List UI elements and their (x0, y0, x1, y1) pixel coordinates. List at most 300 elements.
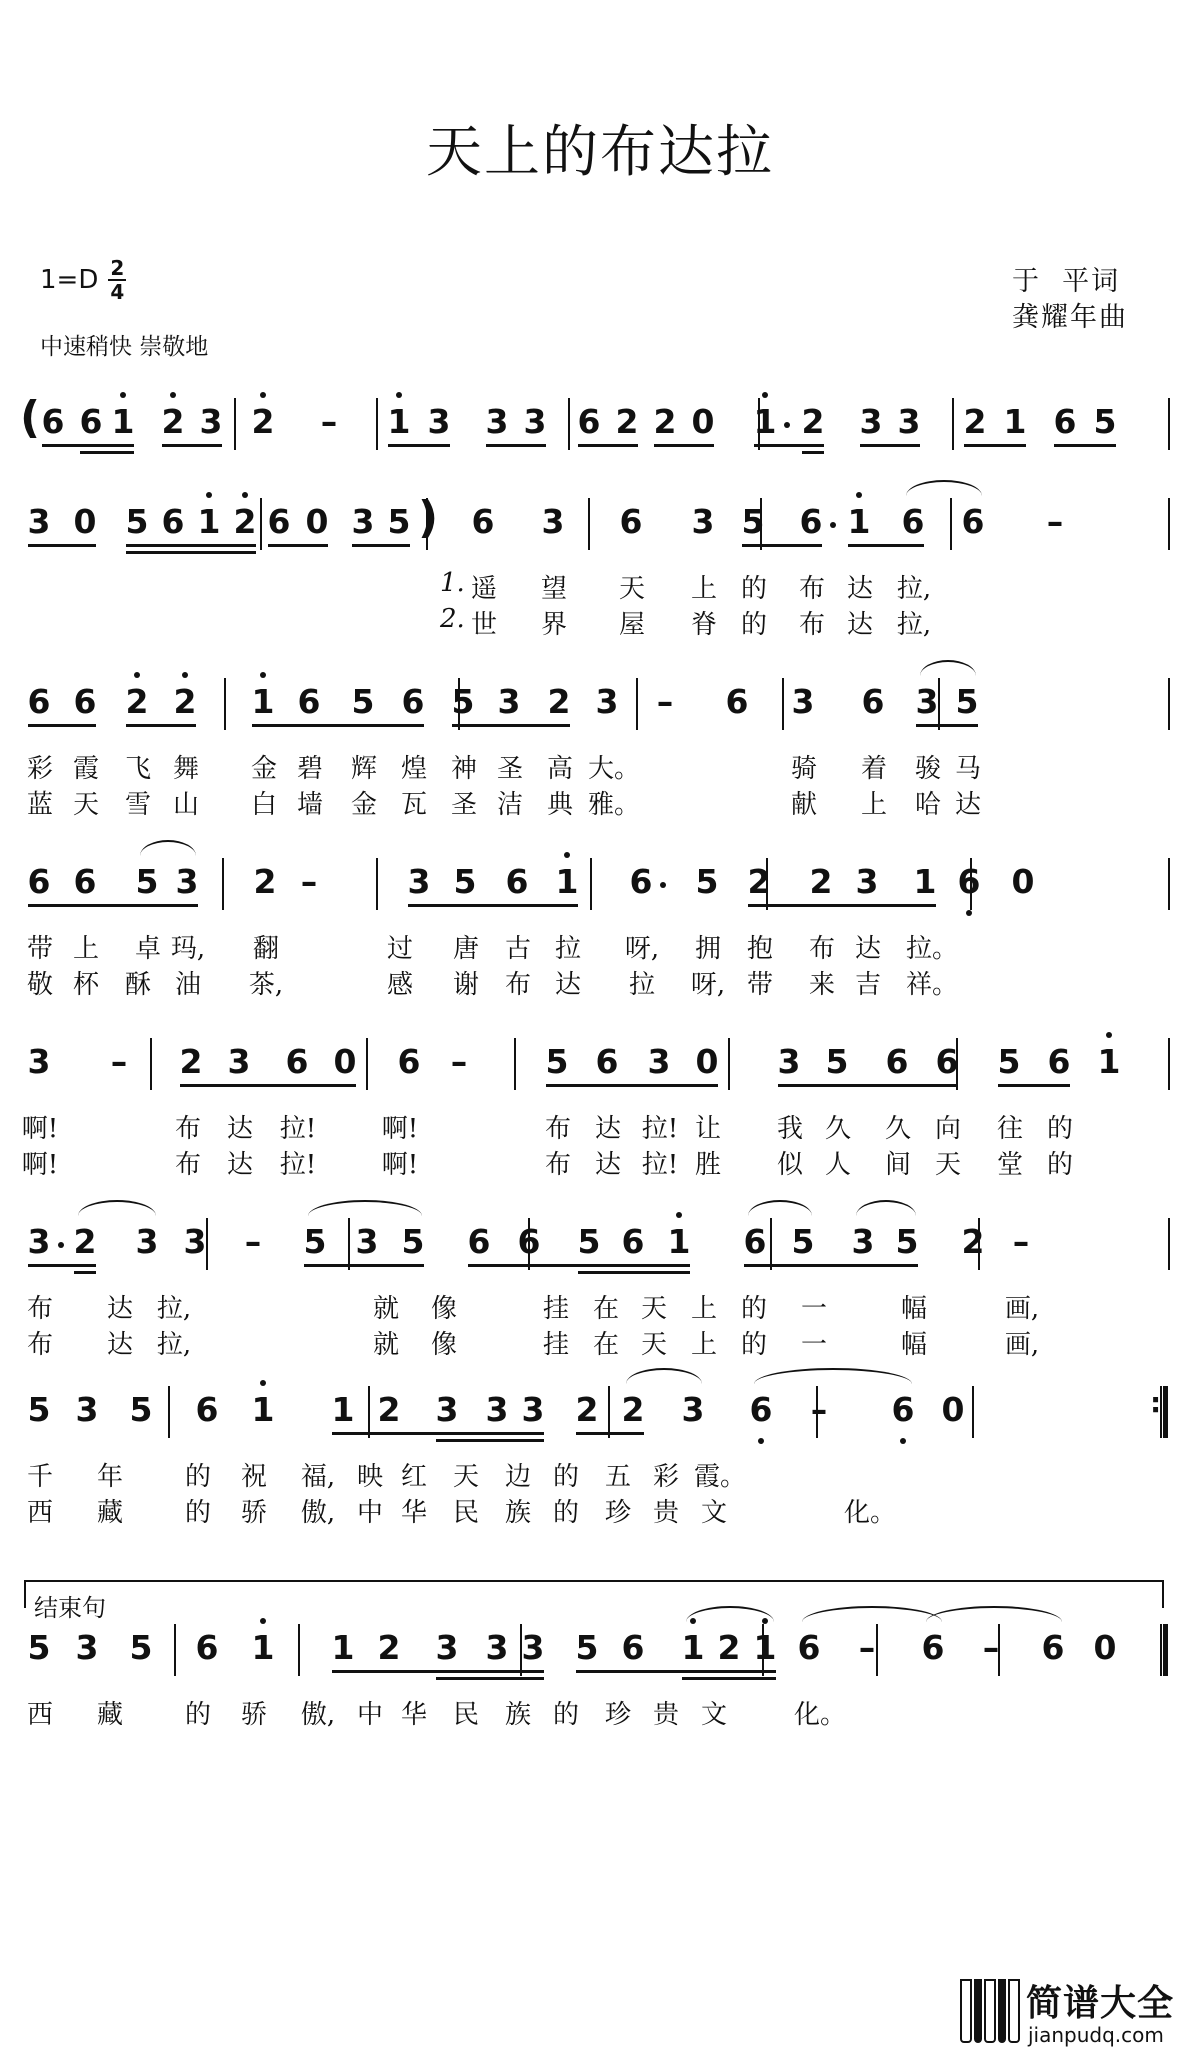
lyric-verse-2: 吉 (854, 970, 881, 1000)
note-digit: 2 (233, 502, 257, 541)
lyric-verse-2: 敬 (26, 970, 53, 1000)
beam-underline (848, 544, 924, 547)
beam-underline (28, 904, 198, 907)
lyric-verse-1: 在 (592, 1294, 619, 1324)
note-digit: 0 (1093, 1628, 1117, 1667)
note-digit: 2 (251, 402, 275, 441)
lyric-verse-2: 墙 (296, 790, 323, 820)
note-digit: 5 (387, 502, 411, 541)
slur-arc (748, 1200, 812, 1216)
beam-underline (74, 1271, 96, 1274)
augmentation-dot (784, 422, 790, 428)
lyric-verse-1: 布 (808, 934, 835, 964)
barline (1168, 858, 1170, 910)
note-digit: 5 (129, 1628, 153, 1667)
beam-underline (268, 544, 328, 547)
note (266, 502, 292, 542)
barline (770, 1218, 772, 1270)
score-row (0, 1628, 1200, 1768)
lyric-verse-1: 往 (996, 1114, 1023, 1144)
slur-arc (308, 1200, 422, 1216)
barline (758, 398, 760, 450)
lyric-verse-2: 典 (546, 790, 573, 820)
lyric-verse-1: 民 (452, 1700, 479, 1730)
lyric-verse-2: 胜 (694, 1150, 721, 1180)
note (748, 1390, 774, 1430)
note-digit: 2 (717, 1628, 741, 1667)
key-signature (40, 258, 126, 302)
note (896, 402, 922, 442)
lyric-verse-2: 脊 (690, 610, 717, 640)
note-digit: 6 (629, 862, 653, 901)
barline (520, 1624, 522, 1676)
score-row (0, 1042, 1200, 1192)
note-digit: 3 (691, 502, 715, 541)
note-digit: 6 (1047, 1042, 1071, 1081)
note-digit: 2 (615, 402, 639, 441)
note (680, 1390, 706, 1430)
lyric-verse-2: 上 (690, 1330, 717, 1360)
lyric-verse-1: 久 (884, 1114, 911, 1144)
note-digit: 6 (799, 502, 823, 541)
coda-bracket (24, 1580, 1164, 1594)
note (400, 682, 426, 722)
beam-underline (802, 451, 824, 454)
verse-number: 2. (440, 604, 465, 634)
lyric-verse-2: 族 (504, 1498, 531, 1528)
lyric-verse-1: 卓 (134, 934, 161, 964)
note-digit: 2 (801, 402, 825, 441)
site-logo (960, 1975, 1180, 2055)
note-digit: – (982, 1628, 1000, 1667)
note-digit: 3 (497, 682, 521, 721)
note-digit: 0 (691, 402, 715, 441)
lyric-verse-2: 上 (860, 790, 887, 820)
note (546, 682, 572, 722)
note (452, 862, 478, 902)
note (940, 1390, 966, 1430)
lyric-verse-2: 幅 (900, 1330, 927, 1360)
song-title: 天上的布达拉 (426, 120, 774, 185)
lyric-verse-1: 布 (26, 1294, 53, 1324)
lyric-verse-1: 拉, (896, 574, 932, 604)
note-digit: – (300, 862, 318, 901)
lyric-verse-2: 华 (400, 1498, 427, 1528)
lyric-verse-2: 挂 (542, 1330, 569, 1360)
note-digit: 2 (961, 1222, 985, 1261)
lyric-verse-2: 布 (504, 970, 531, 1000)
score-row (0, 392, 1200, 462)
note-digit: 6 (921, 1628, 945, 1667)
note-digit: 3 (851, 1222, 875, 1261)
lyric-verse-1: 珍 (604, 1700, 631, 1730)
note (860, 682, 886, 722)
barline (782, 678, 784, 730)
beam-underline (682, 1677, 776, 1680)
lyric-verse-1: 神 (450, 754, 477, 784)
beam-underline (80, 451, 134, 454)
slur-arc (802, 1606, 942, 1622)
barline (1168, 1038, 1170, 1090)
note-digit: 3 (595, 682, 619, 721)
note-digit: – (656, 682, 674, 721)
lyric-verse-1: 中 (356, 1700, 383, 1730)
note-digit: 6 (27, 682, 51, 721)
lyric-verse-1: 的 (184, 1462, 211, 1492)
lyric-verse-1: 彩 (652, 1462, 679, 1492)
note-digit: 6 (961, 502, 985, 541)
beam-underline (162, 444, 222, 447)
note (72, 862, 98, 902)
note (574, 1390, 600, 1430)
note-digit: 3 (427, 402, 451, 441)
beam-underline (748, 904, 936, 907)
lyric-verse-2: 西 (26, 1498, 53, 1528)
note (72, 1222, 98, 1262)
high-octave-dot (260, 392, 266, 398)
note-digit: 6 (467, 1222, 491, 1261)
lyric-verse-2: 珍 (604, 1498, 631, 1528)
note-digit: – (1046, 502, 1064, 541)
note (962, 402, 988, 442)
barline (368, 1386, 370, 1438)
tempo-marking: 中速稍快 崇敬地 (40, 334, 209, 360)
note (304, 502, 330, 542)
beam-underline (486, 444, 546, 447)
note-digit: 6 (27, 862, 51, 901)
note (484, 1628, 510, 1668)
note-digit: 6 (595, 1042, 619, 1081)
note-digit: 2 (73, 1222, 97, 1261)
note (576, 1222, 602, 1262)
note-digit: 3 (485, 1628, 509, 1667)
note (426, 402, 452, 442)
note-digit: 6 (471, 502, 495, 541)
repeat-sign-dots: : (1150, 1386, 1162, 1419)
barline (366, 1038, 368, 1090)
note-digit: 3 (521, 1628, 545, 1667)
note (620, 1222, 646, 1262)
beam-underline (408, 904, 578, 907)
high-octave-dot (1106, 1032, 1112, 1038)
high-octave-dot (564, 852, 570, 858)
note-digit: – (320, 402, 338, 441)
note-digit: 3 (175, 862, 199, 901)
lyric-verse-2: 间 (884, 1150, 911, 1180)
lyric-verse-1: 霞 (72, 754, 99, 784)
note-digit: 5 (453, 862, 477, 901)
note-digit: 6 (161, 502, 185, 541)
note (694, 1042, 720, 1082)
note-digit: 1 (111, 402, 135, 441)
lyric-verse-1: 遥 (470, 574, 497, 604)
low-octave-dot (900, 1438, 906, 1444)
note (716, 1628, 742, 1668)
note (1042, 502, 1068, 542)
lyric-verse-2: 拉, (156, 1330, 192, 1360)
note (250, 1390, 276, 1430)
note (134, 1222, 160, 1262)
note-digit: 1 (251, 1390, 275, 1429)
lyric-verse-2: 世 (470, 610, 497, 640)
note (646, 1042, 672, 1082)
lyric-verse-1: 的 (184, 1700, 211, 1730)
note (752, 1628, 778, 1668)
note (250, 682, 276, 722)
lyric-verse-1: 啊! (21, 1114, 59, 1144)
low-octave-dot (966, 910, 972, 916)
note (470, 502, 496, 542)
note (746, 862, 772, 902)
note (110, 402, 136, 442)
lyric-verse-1: 的 (740, 1294, 767, 1324)
note-digit: 5 (741, 502, 765, 541)
lyric-verse-2: 的 (740, 610, 767, 640)
score-row (0, 862, 1200, 1012)
note-digit: 0 (695, 1042, 719, 1081)
lyric-verse-1: 达 (106, 1294, 133, 1324)
note-digit: 6 (621, 1628, 645, 1667)
note (790, 1222, 816, 1262)
note-digit: 3 (75, 1390, 99, 1429)
lyric-verse-1: 让 (694, 1114, 721, 1144)
note (182, 1222, 208, 1262)
note (740, 502, 766, 542)
note-digit: 0 (73, 502, 97, 541)
note (354, 1222, 380, 1262)
beam-underline (332, 1670, 544, 1673)
barline (950, 498, 952, 550)
note (72, 682, 98, 722)
barline (970, 858, 972, 910)
high-octave-dot (260, 1618, 266, 1624)
note-digit: 5 (577, 1222, 601, 1261)
lyric-verse-2: 山 (172, 790, 199, 820)
lyric-verse-1: 藏 (96, 1700, 123, 1730)
note (26, 1222, 52, 1262)
note (124, 682, 150, 722)
lyric-verse-1: 布 (798, 574, 825, 604)
note (1040, 1628, 1066, 1668)
note-digit: 2 (547, 682, 571, 721)
lyric-verse-1: 的 (552, 1700, 579, 1730)
note (302, 1222, 328, 1262)
note (960, 502, 986, 542)
lyric-verse-1: 达 (594, 1114, 621, 1144)
high-octave-dot (676, 1212, 682, 1218)
note (332, 1042, 358, 1082)
note-digit: 5 (27, 1628, 51, 1667)
slur-arc (856, 1200, 916, 1216)
note (1096, 1042, 1122, 1082)
note-digit: 5 (1093, 402, 1117, 441)
lyric-verse-1: 千 (26, 1462, 53, 1492)
note (376, 1390, 402, 1430)
beam-underline (754, 444, 824, 447)
note (78, 402, 104, 442)
beam-underline (576, 1670, 776, 1673)
lyric-verse-2: 达 (846, 610, 873, 640)
note-digit: 1 (681, 1628, 705, 1667)
note-digit: 6 (621, 1222, 645, 1261)
note-digit: 3 (485, 1390, 509, 1429)
lyric-verse-2: 天 (640, 1330, 667, 1360)
time-denominator: 4 (110, 280, 125, 304)
lyric-verse-1: 翻 (252, 934, 279, 964)
note-digit: 3 (183, 1222, 207, 1261)
note-digit: 2 (575, 1390, 599, 1429)
score-row (0, 1386, 1200, 1540)
high-octave-dot (260, 672, 266, 678)
lyric-verse-1: 古 (504, 934, 531, 964)
note (26, 1628, 52, 1668)
lyric-verse-2: 布 (174, 1150, 201, 1180)
note-digit: 3 (777, 1042, 801, 1081)
beam-underline (654, 444, 714, 447)
barline (222, 858, 224, 910)
note (74, 1628, 100, 1668)
note (194, 1628, 220, 1668)
lyric-verse-1: 彩 (26, 754, 53, 784)
lyric-verse-2: 天 (934, 1150, 961, 1180)
lyric-verse-1: 画, (1004, 1294, 1040, 1324)
note-digit: 5 (129, 1390, 153, 1429)
lyric-verse-2: 雅。 (588, 790, 641, 820)
lyric-verse-2: 藏 (96, 1498, 123, 1528)
note-digit: 2 (653, 402, 677, 441)
lyric-verse-1: 天 (452, 1462, 479, 1492)
note-digit: – (244, 1222, 262, 1261)
lyric-verse-2: 布 (544, 1150, 571, 1180)
note (250, 1628, 276, 1668)
lyric-verse-1: 飞 (124, 754, 151, 784)
key-label: 1=D (40, 265, 99, 295)
note-digit: 3 (855, 862, 879, 901)
lyric-verse-2: 傲, (300, 1498, 336, 1528)
note (680, 1628, 706, 1668)
note (790, 682, 816, 722)
note-digit: 5 (791, 1222, 815, 1261)
barline (206, 1218, 208, 1270)
beam-underline (778, 1084, 958, 1087)
lyric-verse-2: 天 (72, 790, 99, 820)
note-digit: 3 (897, 402, 921, 441)
note-digit: 6 (397, 1042, 421, 1081)
lyric-verse-1: 唐 (452, 934, 479, 964)
composer-credit: 龚耀年曲 (1012, 302, 1128, 333)
note (620, 1628, 646, 1668)
lyric-verse-2: 油 (174, 970, 201, 1000)
note (846, 502, 872, 542)
lyric-verse-1: 上 (690, 1294, 717, 1324)
note (350, 502, 376, 542)
note-digit: 3 (435, 1390, 459, 1429)
note-digit: 1 (753, 402, 777, 441)
beam-underline (28, 724, 96, 727)
credits (1012, 264, 1128, 336)
note-digit: 5 (451, 682, 475, 721)
note (1092, 402, 1118, 442)
beam-underline (28, 544, 96, 547)
note (296, 682, 322, 722)
verse-number: 1. (440, 568, 465, 598)
lyric-verse-1: 拉。 (906, 934, 959, 964)
note (884, 1042, 910, 1082)
note (160, 402, 186, 442)
note (250, 402, 276, 442)
high-octave-dot (182, 672, 188, 678)
note (628, 862, 654, 902)
score-row (0, 492, 1200, 652)
lyric-verse-2: 拉! (641, 1150, 679, 1180)
lyric-verse-2: 的 (1046, 1150, 1073, 1180)
augmentation-dot (58, 1242, 64, 1248)
lyric-verse-1: 骄 (240, 1700, 267, 1730)
note-digit: 2 (161, 402, 185, 441)
note (330, 1390, 356, 1430)
note (956, 862, 982, 902)
note (198, 402, 224, 442)
lyric-verse-2: 瓦 (400, 790, 427, 820)
note-digit: 3 (681, 1390, 705, 1429)
slur-arc (78, 1200, 156, 1216)
lyric-verse-1: 幅 (900, 1294, 927, 1324)
note (614, 402, 640, 442)
note-digit: 0 (941, 1390, 965, 1429)
lyric-verse-2: 人 (824, 1150, 851, 1180)
note (858, 402, 884, 442)
lyric-verse-1: 五 (604, 1462, 631, 1492)
beam-underline (964, 444, 1026, 447)
barline (234, 398, 236, 450)
note-digit: 6 (41, 402, 65, 441)
note (466, 1222, 492, 1262)
lyric-verse-2: 达 (226, 1150, 253, 1180)
note-digit: 6 (73, 682, 97, 721)
note (690, 502, 716, 542)
note (284, 1042, 310, 1082)
note-digit: 2 (809, 862, 833, 901)
note-digit: 5 (125, 502, 149, 541)
note (296, 862, 322, 902)
lyric-verse-2: 圣 (450, 790, 477, 820)
barline (174, 1624, 176, 1676)
lyric-verse-2: 蓝 (26, 790, 53, 820)
note (484, 402, 510, 442)
note-digit: 2 (125, 682, 149, 721)
note (900, 502, 926, 542)
lyric-verse-1: 的 (740, 574, 767, 604)
note (960, 1222, 986, 1262)
score-row (0, 1222, 1200, 1372)
note (26, 502, 52, 542)
slur-arc (920, 660, 976, 676)
slur-arc (140, 840, 196, 856)
note (26, 1390, 52, 1430)
lyric-verse-2: 金 (350, 790, 377, 820)
lyric-verse-2: 似 (776, 1150, 803, 1180)
lyric-verse-1: 化。 (794, 1700, 847, 1730)
barline (568, 398, 570, 450)
note-digit: 5 (351, 682, 375, 721)
note-digit: 1 (667, 1222, 691, 1261)
note-digit: 6 (285, 1042, 309, 1081)
beam-underline (744, 1264, 918, 1267)
beam-underline (28, 1264, 96, 1267)
note (74, 1390, 100, 1430)
lyric-verse-2: 拉 (628, 970, 655, 1000)
lyric-verse-1: 映 (356, 1462, 383, 1492)
